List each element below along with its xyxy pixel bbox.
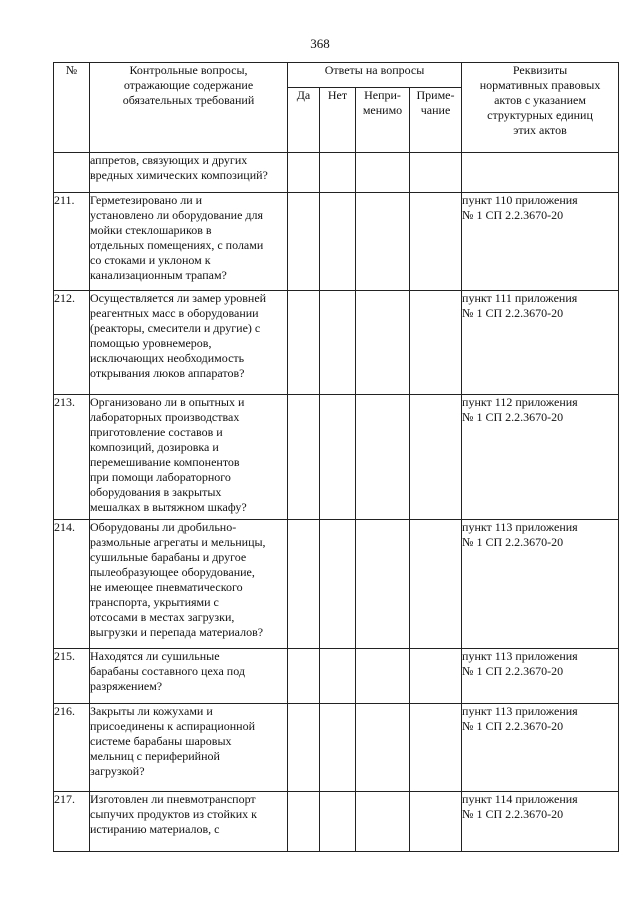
answer-yes-cell[interactable]	[288, 792, 320, 852]
header-requisites: Реквизиты нормативных правовых актов с указанием структурных единиц этих актов	[462, 63, 619, 153]
answer-na-cell[interactable]	[356, 520, 410, 649]
row-question: Организовано ли в опытных и лабораторных производствах приготовление составов и композиций, дозировка и перемешивание компонентов при помощи лабораторного оборудования в закрытых мешалках в вытяжном шкафу?	[90, 395, 288, 520]
header-yes: Да	[288, 88, 320, 153]
answer-yes-cell[interactable]	[288, 395, 320, 520]
row-question: аппретов, связующих и других вредных химических композиций?	[90, 153, 288, 193]
answer-yes-cell[interactable]	[288, 193, 320, 291]
header-question: Контрольные вопросы, отражающие содержание обязательных требований	[90, 63, 288, 153]
answer-yes-cell[interactable]	[288, 704, 320, 792]
row-number: 216.	[54, 704, 90, 792]
answer-no-cell[interactable]	[320, 153, 356, 193]
row-number: 212.	[54, 291, 90, 395]
answer-yes-cell[interactable]	[288, 649, 320, 704]
answer-na-cell[interactable]	[356, 704, 410, 792]
answer-no-cell[interactable]	[320, 291, 356, 395]
row-number: 217.	[54, 792, 90, 852]
row-question: Оборудованы ли дробильно- размольные агрегаты и мельницы, сушильные барабаны и другое пылеобразующее оборудование, не имеющее пневматического транспорта, укрытиями с отсосами в местах загрузки, выгрузки и перепада материалов?	[90, 520, 288, 649]
answer-yes-cell[interactable]	[288, 153, 320, 193]
row-number: 211.	[54, 193, 90, 291]
table-row	[54, 704, 619, 792]
answer-note-cell[interactable]	[410, 291, 462, 395]
answer-na-cell[interactable]	[356, 395, 410, 520]
answer-no-cell[interactable]	[320, 704, 356, 792]
answer-yes-cell[interactable]	[288, 520, 320, 649]
row-requisites: пункт 113 приложения № 1 СП 2.2.3670-20	[462, 520, 619, 649]
answer-na-cell[interactable]	[356, 153, 410, 193]
header-no: Нет	[320, 88, 356, 153]
page-number: 368	[310, 36, 330, 51]
answer-note-cell[interactable]	[410, 395, 462, 520]
table-row	[54, 395, 619, 520]
answer-note-cell[interactable]	[410, 520, 462, 649]
answer-note-cell[interactable]	[410, 649, 462, 704]
row-requisites: пункт 113 приложения № 1 СП 2.2.3670-20	[462, 649, 619, 704]
answer-na-cell[interactable]	[356, 792, 410, 852]
row-requisites: пункт 113 приложения № 1 СП 2.2.3670-20	[462, 704, 619, 792]
row-question: Осуществляется ли замер уровней реагентных масс в оборудовании (реакторы, смесители и другие) с помощью уровнемеров, исключающих необходимость открывания люков аппаратов?	[90, 291, 288, 395]
row-question: Герметезировано ли и установлено ли оборудование для мойки стеклошариков в отдельных помещениях, с полами со стоками и уклоном к канализационным трапам?	[90, 193, 288, 291]
table-row	[54, 792, 619, 852]
answer-no-cell[interactable]	[320, 520, 356, 649]
row-requisites: пункт 110 приложения № 1 СП 2.2.3670-20	[462, 193, 619, 291]
answer-no-cell[interactable]	[320, 649, 356, 704]
answer-na-cell[interactable]	[356, 193, 410, 291]
table-row	[54, 153, 619, 193]
answer-na-cell[interactable]	[356, 649, 410, 704]
checklist-table	[53, 62, 619, 852]
row-requisites: пункт 111 приложения № 1 СП 2.2.3670-20	[462, 291, 619, 395]
header-note: Приме- чание	[410, 88, 462, 153]
row-requisites: пункт 114 приложения № 1 СП 2.2.3670-20	[462, 792, 619, 852]
header-num: №	[54, 63, 90, 153]
row-question: Находятся ли сушильные барабаны составного цеха под разряжением?	[90, 649, 288, 704]
row-question: Закрыты ли кожухами и присоединены к аспирационной системе барабаны шаровых мельниц с периферийной загрузкой?	[90, 704, 288, 792]
answer-yes-cell[interactable]	[288, 291, 320, 395]
table-row	[54, 520, 619, 649]
header-not-applicable: Непри- менимо	[356, 88, 410, 153]
row-number: 215.	[54, 649, 90, 704]
table-row	[54, 193, 619, 291]
answer-no-cell[interactable]	[320, 395, 356, 520]
answer-note-cell[interactable]	[410, 792, 462, 852]
row-number: 213.	[54, 395, 90, 520]
row-number	[54, 153, 90, 193]
answer-na-cell[interactable]	[356, 291, 410, 395]
answer-note-cell[interactable]	[410, 704, 462, 792]
row-question: Изготовлен ли пневмотранспорт сыпучих продуктов из стойких к истиранию материалов, с	[90, 792, 288, 852]
table-row	[54, 291, 619, 395]
answer-no-cell[interactable]	[320, 193, 356, 291]
table-row	[54, 649, 619, 704]
header-answers: Ответы на вопросы	[288, 63, 462, 88]
row-requisites: пункт 112 приложения № 1 СП 2.2.3670-20	[462, 395, 619, 520]
row-number: 214.	[54, 520, 90, 649]
answer-note-cell[interactable]	[410, 153, 462, 193]
row-requisites	[462, 153, 619, 193]
answer-no-cell[interactable]	[320, 792, 356, 852]
answer-note-cell[interactable]	[410, 193, 462, 291]
